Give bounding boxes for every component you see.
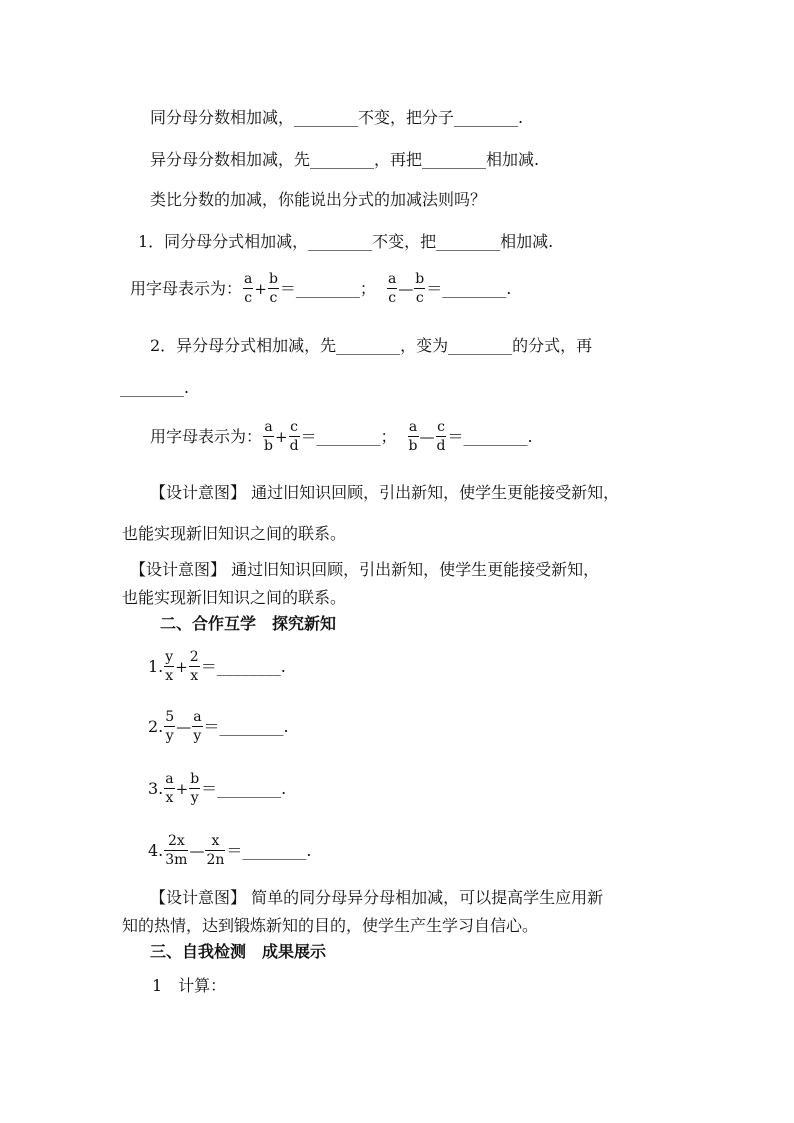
equals-blank: ＝________； — [300, 426, 397, 446]
text-line: 1．同分母分式相加减，________不变，把________相加减. — [138, 232, 554, 251]
fraction: $\frac{a}{y}$ — [193, 709, 202, 744]
design-intent-line: 知的热情，达到锻炼新知的目的，使学生产生学习自信心。 — [122, 916, 539, 935]
equals-blank: ＝________. — [200, 656, 286, 676]
formula-line — [130, 270, 511, 307]
exercise-row — [148, 770, 286, 807]
exercise-number: 2. — [148, 716, 164, 736]
fraction: $\frac{y}{x}$ — [165, 649, 174, 684]
fraction: $\frac{2x}{3m}$ — [165, 833, 188, 868]
fraction: $\frac{c}{d}$ — [289, 419, 299, 454]
section-heading: 二、合作互学 探究新知 — [160, 614, 337, 633]
exercise-number: 1. — [148, 656, 164, 676]
fraction: $\frac{b}{c}$ — [268, 271, 278, 306]
design-intent-line: 也能实现新旧知识之间的联系。 — [122, 524, 347, 543]
text-line: 同分母分数相加减，________不变，把分子________. — [150, 108, 524, 127]
formula-line — [150, 418, 533, 455]
fraction: $\frac{a}{c}$ — [387, 271, 397, 306]
operator: — — [176, 717, 192, 736]
operator: + — [254, 279, 267, 298]
design-intent-line: 【设计意图】 通过旧知识回顾，引出新知，使学生更能接受新知， — [150, 483, 620, 502]
operator: + — [274, 427, 288, 446]
text-line: 类比分数的加减，你能说出分式的加减法则吗？ — [150, 190, 487, 209]
fraction: $\frac{x}{2n}$ — [206, 833, 225, 868]
equals-blank: ＝________. — [447, 426, 533, 446]
fraction: $\frac{a}{b}$ — [264, 419, 273, 454]
fraction: $\frac{a}{x}$ — [165, 771, 174, 806]
exercise-row — [148, 708, 289, 745]
operator: — — [419, 427, 435, 446]
text-line: ________. — [120, 378, 190, 397]
exercise-number: 3. — [148, 778, 164, 798]
operator: + — [175, 779, 189, 798]
design-intent-line: 也能实现新旧知识之间的联系。 — [122, 588, 347, 607]
operator: — — [398, 279, 414, 298]
exercise-row — [148, 832, 311, 869]
fraction: $\frac{5}{y}$ — [165, 709, 175, 744]
text-line: 1 计算： — [152, 976, 227, 995]
equals-blank: ＝________； — [279, 278, 376, 298]
design-intent-line: 【设计意图】 通过旧知识回顾，引出新知，使学生更能接受新知， — [130, 560, 600, 579]
fraction: $\frac{2}{x}$ — [189, 649, 199, 684]
text-line: 2．异分母分式相加减，先________，变为________的分式，再 — [150, 336, 593, 355]
equals-blank: ＝________. — [426, 278, 512, 298]
formula-prefix: 用字母表示为： — [130, 278, 243, 298]
section-heading: 三、自我检测 成果展示 — [150, 942, 327, 961]
operator: + — [175, 657, 188, 676]
operator: — — [189, 841, 205, 860]
equals-blank: ＝________. — [226, 840, 312, 860]
fraction: $\frac{c}{d}$ — [436, 419, 446, 454]
fraction: $\frac{b}{c}$ — [415, 271, 425, 306]
design-intent-line: 【设计意图】 简单的同分母异分母相加减，可以提高学生应用新 — [150, 888, 604, 907]
equals-blank: ＝________. — [201, 778, 287, 798]
fraction: $\frac{a}{c}$ — [244, 271, 253, 306]
fraction: $\frac{a}{b}$ — [408, 419, 418, 454]
text-line: 异分母分数相加减，先________，再把________相加减. — [150, 150, 540, 169]
fraction: $\frac{b}{y}$ — [190, 771, 200, 806]
exercise-row — [148, 648, 286, 685]
equals-blank: ＝________. — [203, 716, 289, 736]
formula-prefix: 用字母表示为： — [150, 426, 263, 446]
exercise-number: 4. — [148, 840, 164, 860]
